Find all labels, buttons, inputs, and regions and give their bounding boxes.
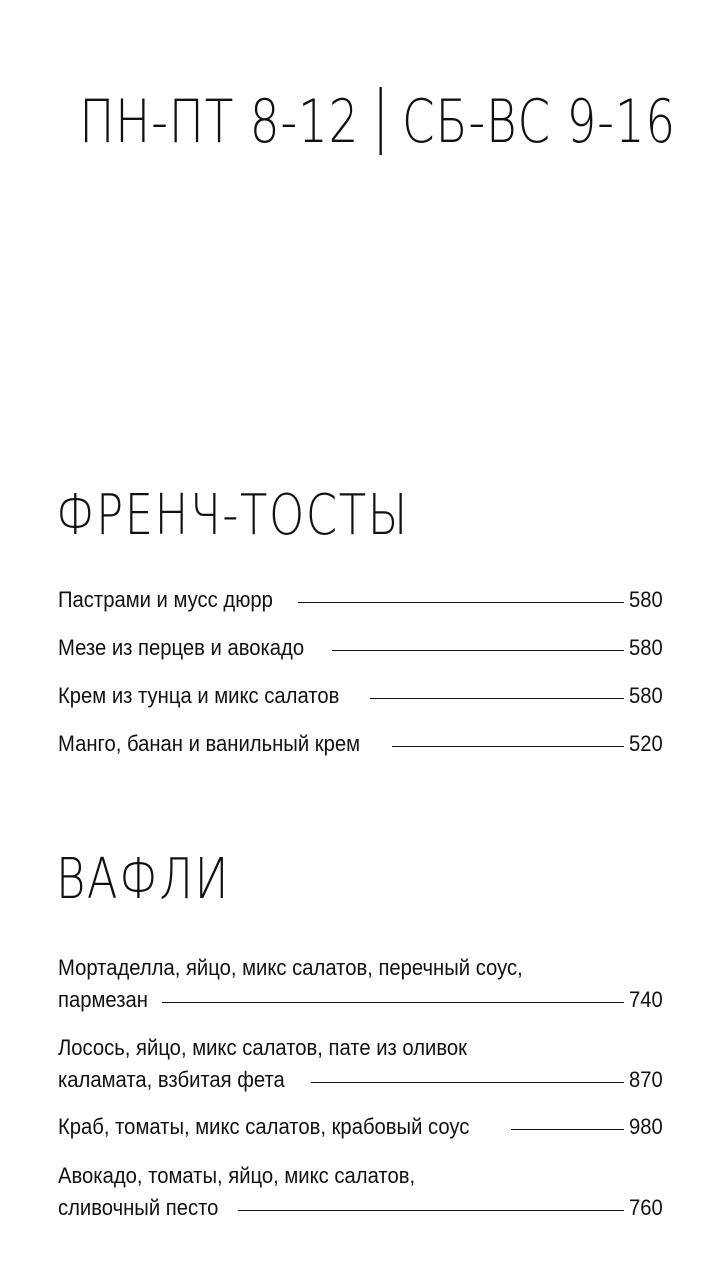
dotted-leader (298, 602, 625, 603)
weekend-hours: СБ-ВС 9-16 (402, 87, 676, 157)
dotted-leader (311, 1082, 625, 1083)
item-price: 870 (629, 1067, 663, 1092)
item-price: 740 (629, 987, 663, 1012)
item-price: 520 (629, 731, 663, 756)
dotted-leader (332, 650, 625, 651)
menu-item (58, 1032, 663, 1096)
weekday-hours: ПН-ПТ 8-12 (79, 87, 360, 157)
item-name: сливочный песто (58, 1195, 219, 1220)
opening-hours (79, 80, 676, 164)
item-name-line1: Авокадо, томаты, яйцо, микс салатов, (58, 1163, 416, 1188)
menu-item (58, 680, 663, 712)
dotted-leader (370, 698, 624, 699)
item-name-line1: Мортаделла, яйцо, микс салатов, перечный соус, (58, 955, 523, 980)
item-name: Крем из тунца и микс салатов (58, 683, 340, 708)
dotted-leader (392, 746, 624, 747)
dotted-leader (511, 1129, 624, 1130)
item-name-line1: Лосось, яйцо, микс салатов, пате из оливок (58, 1035, 468, 1060)
waffles-title: ВАФЛИ (56, 847, 231, 912)
menu-item (58, 1111, 663, 1143)
menu-item (58, 632, 663, 664)
dotted-leader (162, 1002, 625, 1003)
item-name: Мезе из перцев и авокадо (58, 635, 305, 660)
item-name: пармезан (58, 987, 148, 1012)
item-price: 980 (629, 1114, 663, 1139)
item-name: Краб, томаты, микс салатов, крабовый соус (58, 1114, 470, 1139)
item-price: 580 (629, 587, 663, 612)
dotted-leader (238, 1210, 624, 1211)
french-toast-title: ФРЕНЧ-ТОСТЫ (56, 483, 409, 548)
menu-item (58, 584, 663, 616)
item-name: Пастрами и мусс дюрр (58, 587, 273, 612)
menu-item (58, 952, 663, 1016)
hours-divider (379, 87, 381, 155)
item-name: Манго, банан и ванильный крем (58, 731, 361, 756)
item-name: каламата, взбитая фета (58, 1067, 285, 1092)
menu-item (58, 1160, 663, 1224)
menu-item (58, 728, 663, 760)
item-price: 580 (629, 635, 663, 660)
item-price: 580 (629, 683, 663, 708)
item-price: 760 (629, 1195, 663, 1220)
